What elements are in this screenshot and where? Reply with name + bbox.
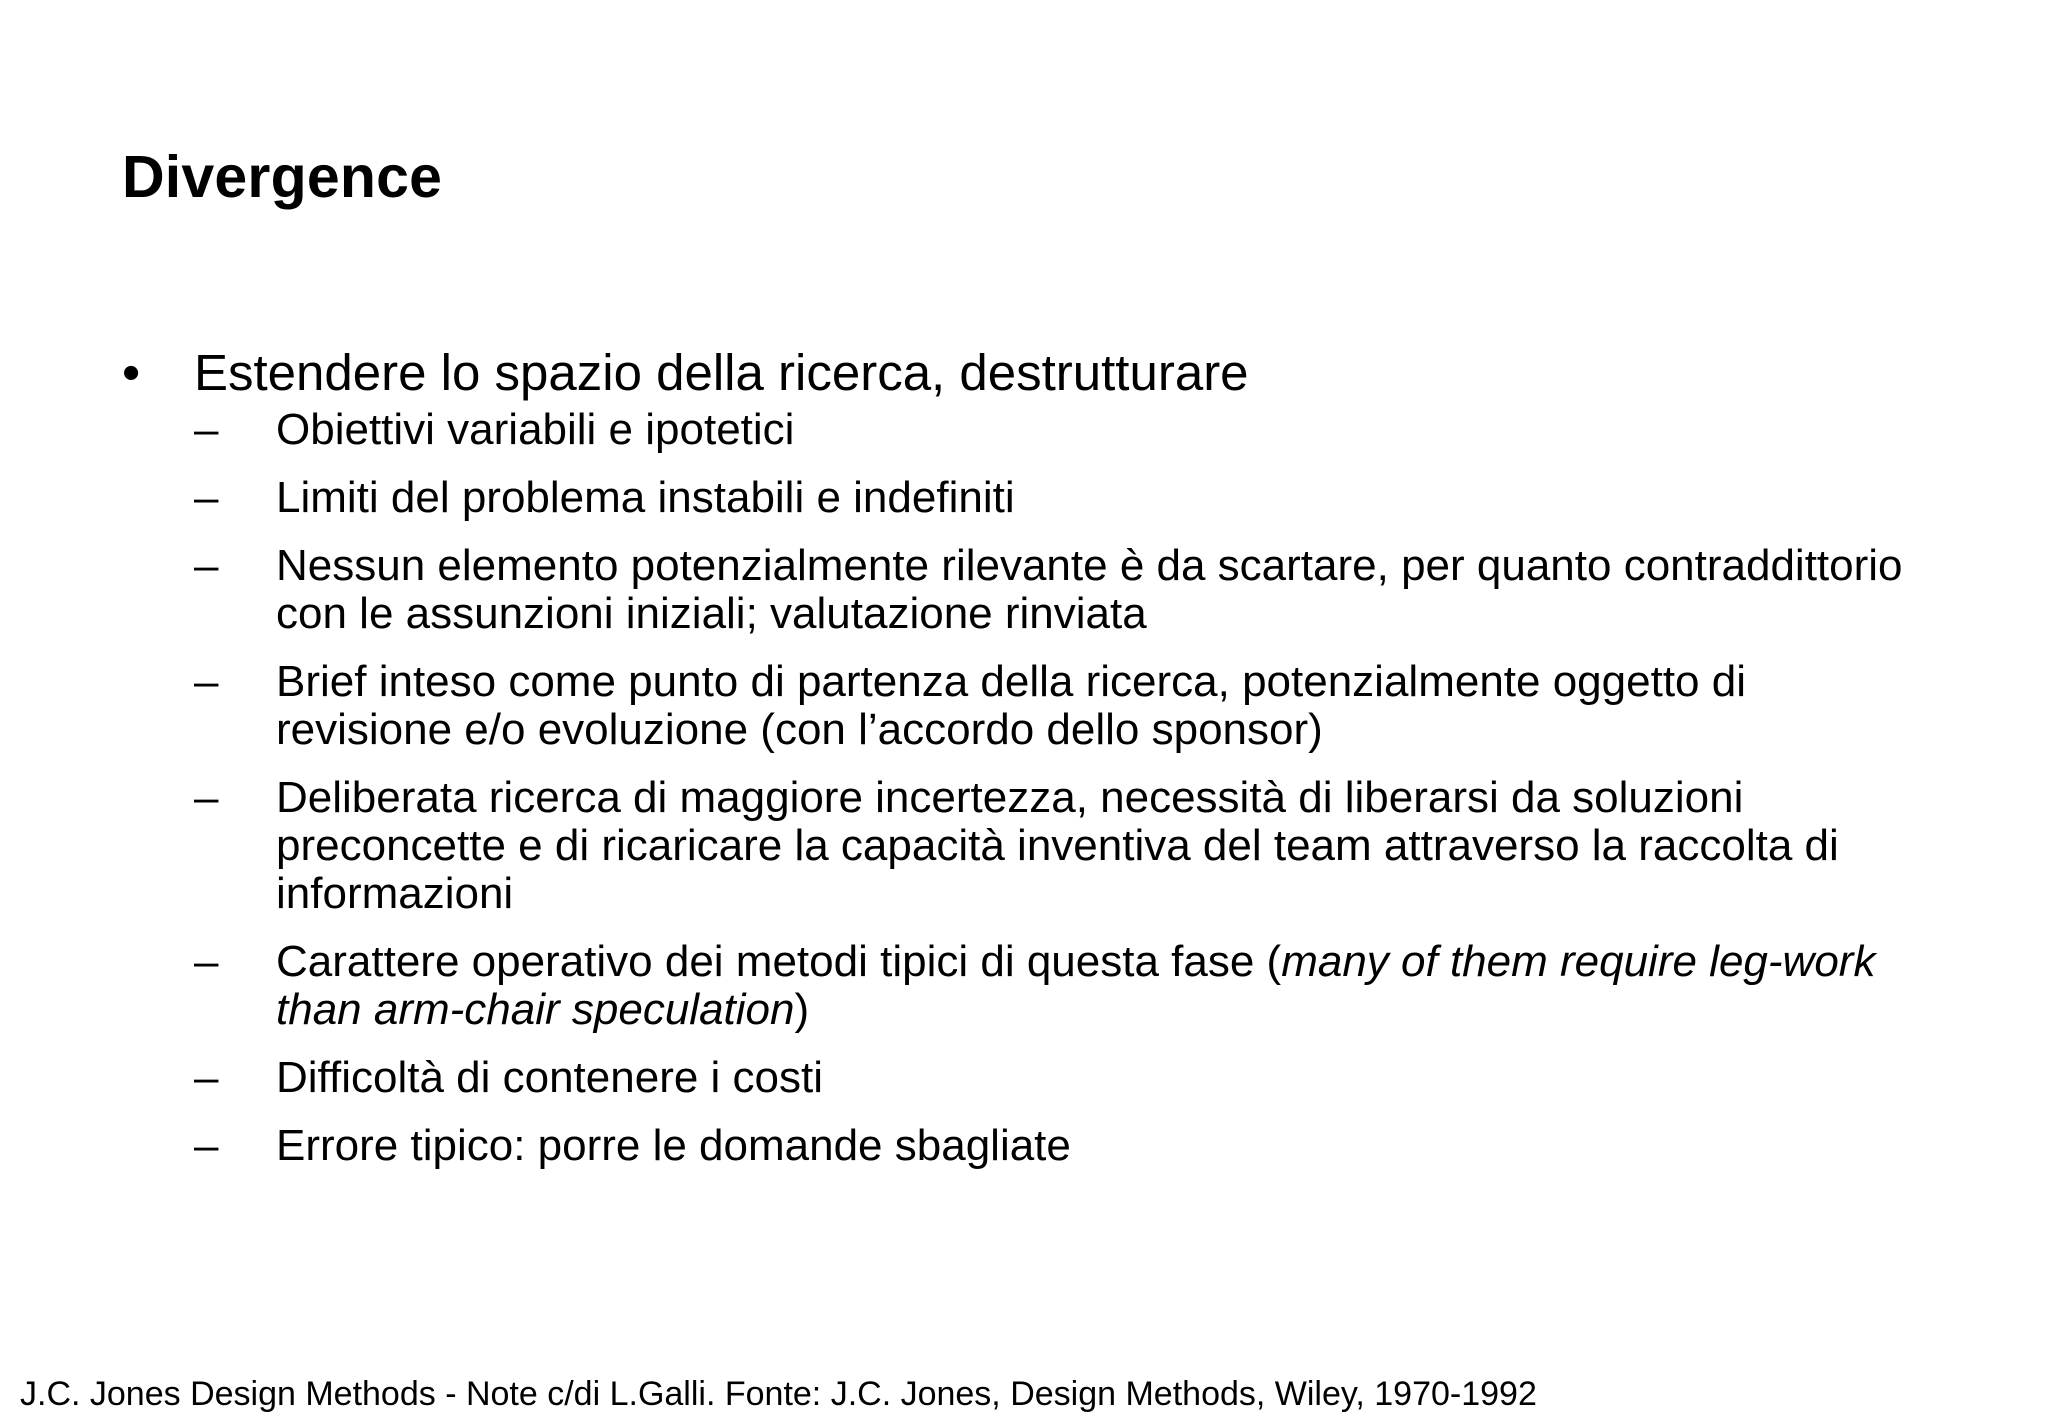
bullet-marker: • <box>122 344 141 402</box>
dash-marker: – <box>194 405 219 454</box>
sub-bullet-text: Difficoltà di contenere i costi <box>276 1053 824 1102</box>
dash-marker: – <box>194 1121 219 1170</box>
sub-bullet-text-part: ) <box>794 985 810 1034</box>
sub-bullet-text-mixed <box>276 937 1875 1034</box>
sub-bullet-text: Obiettivi variabili e ipotetici <box>276 405 795 454</box>
sub-bullet-text: Deliberata ricerca di maggiore incertezza, necessità di liberarsi da soluzioni preconcette e di ricaricare la capacità inventiva del team attraverso la raccolta di informazioni <box>276 773 1839 918</box>
italic-quote: many of them require leg-work than arm-chair speculation <box>276 937 1876 1034</box>
sub-bullet-text: Errore tipico: porre le domande sbagliate <box>276 1121 1071 1170</box>
main-bullet-item <box>122 340 1942 1170</box>
sub-bullet-item <box>194 1054 1916 1102</box>
sub-bullet-item <box>194 774 1916 918</box>
sub-bullet-item <box>194 1122 1916 1170</box>
dash-marker: – <box>194 657 219 706</box>
sub-bullet-text: Nessun elemento potenzialmente rilevante è da scartare, per quanto contraddittorio con le assunzioni iniziali; valutazione rinviata <box>276 541 1903 638</box>
sub-bullet-item <box>194 542 1916 638</box>
bullet-list <box>122 340 1942 1170</box>
main-bullet-text: Estendere lo spazio della ricerca, destrutturare <box>194 344 1249 401</box>
dash-marker: – <box>194 541 219 590</box>
slide-footer: J.C. Jones Design Methods - Note c/di L.Galli. Fonte: J.C. Jones, Design Methods, Wiley, 1970-1992 <box>20 1375 1537 1413</box>
sub-bullet-text: Limiti del problema instabili e indefiniti <box>276 473 1015 522</box>
sub-bullet-item <box>194 658 1916 754</box>
sub-bullet-item <box>194 406 1916 454</box>
dash-marker: – <box>194 937 219 986</box>
slide-title: Divergence <box>122 144 443 210</box>
sub-bullet-item <box>194 474 1916 522</box>
sub-bullet-text: Brief inteso come punto di partenza della ricerca, potenzialmente oggetto di revisione e/o evoluzione (con l’accordo dello sponsor) <box>276 657 1746 754</box>
dash-marker: – <box>194 1053 219 1102</box>
sub-bullet-text-part: Carattere operativo dei metodi tipici di questa fase ( <box>276 937 1282 986</box>
dash-marker: – <box>194 773 219 822</box>
sub-bullet-item <box>194 938 1916 1034</box>
sub-bullet-list <box>194 406 1942 1170</box>
dash-marker: – <box>194 473 219 522</box>
